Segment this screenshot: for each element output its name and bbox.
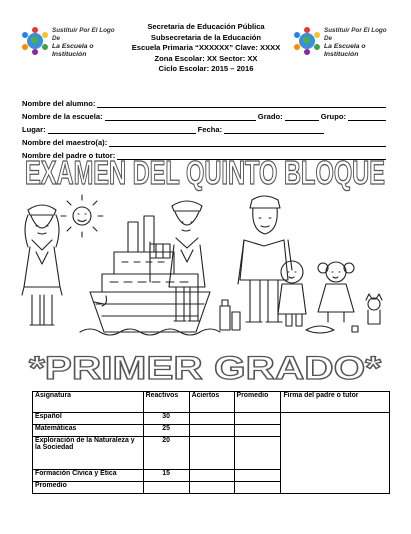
sailor-child-left bbox=[22, 205, 62, 325]
correct-answers-field[interactable] bbox=[189, 437, 234, 470]
col-header-average: Promedio bbox=[234, 392, 281, 413]
student-name-label: Nombre del alumno: bbox=[22, 99, 96, 108]
student-name-field[interactable] bbox=[97, 100, 386, 108]
items-cell: 15 bbox=[143, 470, 189, 482]
subject-cell: Exploración de la Naturaleza y la Sociedad bbox=[33, 437, 144, 470]
parent-name-label: Nombre del padre o tutor: bbox=[22, 151, 116, 160]
header-line-3: Escuela Primaria “XXXXXX” Clave: XXXX bbox=[131, 43, 281, 53]
correct-answers-field[interactable] bbox=[189, 470, 234, 482]
coloring-illustration bbox=[10, 192, 402, 348]
teacher-name-field[interactable] bbox=[109, 139, 386, 147]
col-header-signature: Firma del padre o tutor bbox=[281, 392, 390, 413]
logo-text-line2: La Escuela o Institución bbox=[324, 43, 366, 58]
grade-label: Grado: bbox=[257, 112, 283, 121]
correct-answers-field[interactable] bbox=[189, 413, 234, 425]
header-line-1: Secretaria de Educación Pública bbox=[147, 22, 265, 31]
subject-cell: Matemáticas bbox=[33, 425, 144, 437]
header-line-2: Subsecretaria de la Educación bbox=[150, 32, 262, 42]
average-field[interactable] bbox=[234, 437, 281, 470]
exam-title bbox=[0, 148, 411, 194]
girl-child bbox=[318, 262, 354, 322]
school-row bbox=[22, 108, 388, 121]
logo-text-line1: Sustituir Por El Logo De bbox=[324, 27, 387, 42]
school-logo-placeholder-right bbox=[292, 24, 392, 58]
table-row bbox=[33, 413, 390, 425]
items-cell bbox=[143, 482, 189, 494]
school-name-field[interactable] bbox=[105, 113, 256, 121]
col-header-correct: Aciertos bbox=[189, 392, 234, 413]
average-field[interactable] bbox=[234, 413, 281, 425]
place-field[interactable] bbox=[48, 126, 196, 134]
subject-cell: Español bbox=[33, 413, 144, 425]
items-cell: 20 bbox=[143, 437, 189, 470]
grade-subtitle bbox=[0, 346, 411, 388]
grades-table bbox=[32, 391, 390, 494]
header-line-4: Zona Escolar: XX Sector: XX bbox=[154, 53, 258, 63]
grade-subtitle-text: *PRIMER GRADO* bbox=[29, 350, 382, 386]
teacher-row bbox=[22, 134, 388, 147]
teacher-name-label: Nombre del maestro(a): bbox=[22, 138, 108, 147]
signature-field[interactable] bbox=[281, 413, 390, 494]
average-field[interactable] bbox=[234, 470, 281, 482]
globe-kids-icon bbox=[20, 26, 50, 56]
col-header-items: Reactivos bbox=[143, 392, 189, 413]
logo-text-line2: La Escuela o Institución bbox=[52, 43, 94, 58]
small-animal bbox=[366, 294, 382, 324]
date-field[interactable] bbox=[224, 126, 324, 134]
place-date-row bbox=[22, 121, 388, 134]
group-field[interactable] bbox=[348, 113, 386, 121]
items-cell: 25 bbox=[143, 425, 189, 437]
header-line-5: Ciclo Escolar: 2015 – 2016 bbox=[158, 64, 254, 74]
grade-field[interactable] bbox=[285, 113, 319, 121]
sun-drawing bbox=[61, 195, 103, 237]
items-cell: 30 bbox=[143, 413, 189, 425]
col-header-subject: Asignatura bbox=[33, 392, 144, 413]
table-header-row bbox=[33, 392, 390, 413]
exam-title-text: EXAMEN DEL QUINTO BLOQUE bbox=[25, 154, 385, 191]
correct-answers-field[interactable] bbox=[189, 425, 234, 437]
objects-on-floor bbox=[220, 300, 358, 333]
adult-man bbox=[238, 196, 292, 322]
school-logo-placeholder-left bbox=[20, 24, 120, 58]
correct-answers-field[interactable] bbox=[189, 482, 234, 494]
school-name-label: Nombre de la escuela: bbox=[22, 112, 103, 121]
average-field[interactable] bbox=[234, 482, 281, 494]
document-header bbox=[110, 22, 302, 75]
place-label: Lugar: bbox=[22, 125, 46, 134]
logo-text-line1: Sustituir Por El Logo De bbox=[52, 27, 115, 42]
subject-cell: Promedio bbox=[33, 482, 144, 494]
subject-cell: Formación Cívica y Etica bbox=[33, 470, 144, 482]
boy-child bbox=[278, 261, 306, 326]
average-field[interactable] bbox=[234, 425, 281, 437]
date-label: Fecha: bbox=[197, 125, 223, 134]
group-label: Grupo: bbox=[320, 112, 346, 121]
student-name-row bbox=[22, 95, 388, 108]
